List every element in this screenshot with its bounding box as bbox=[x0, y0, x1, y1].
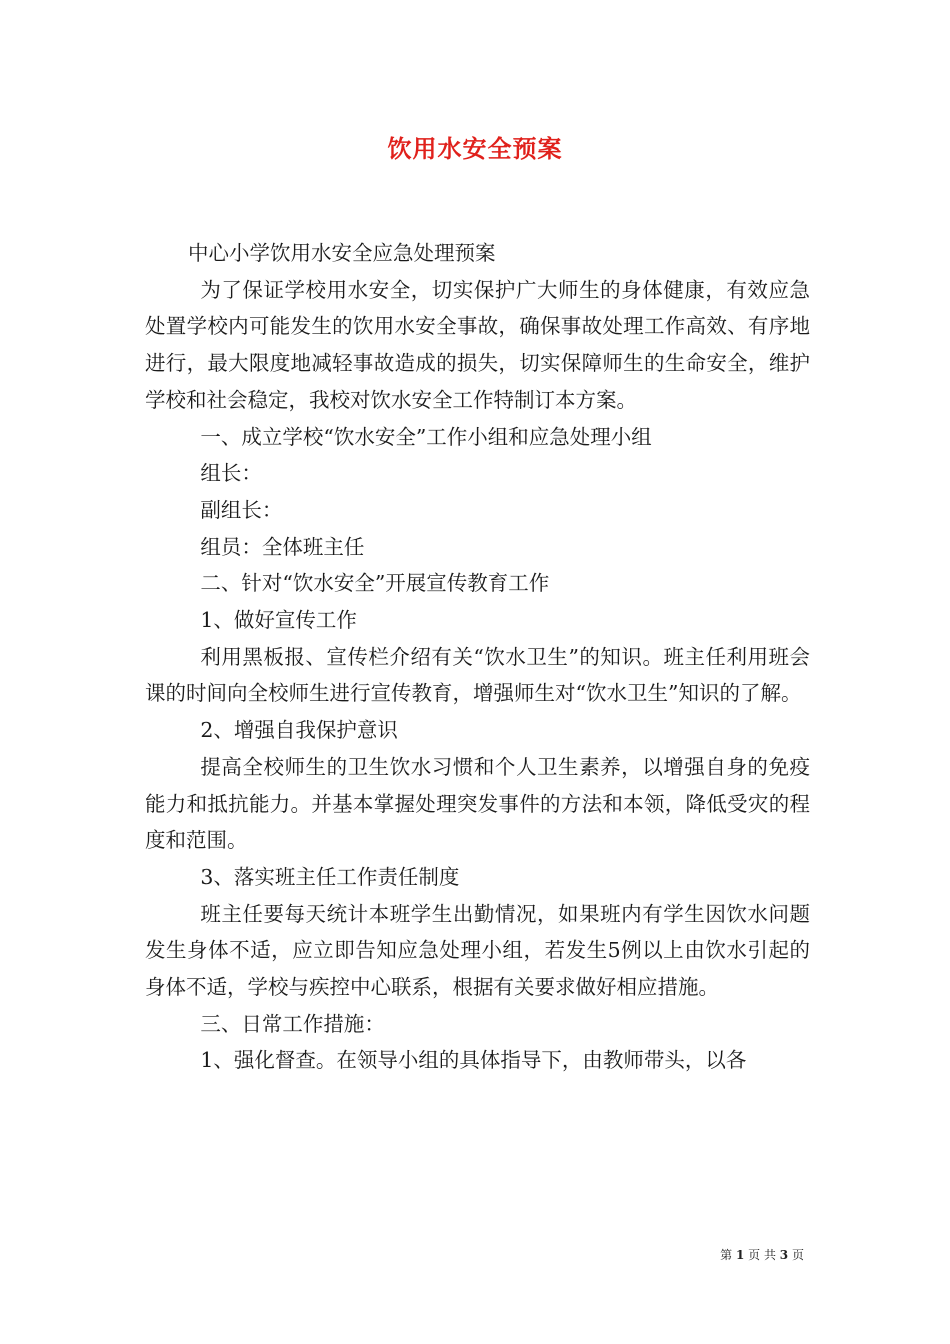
section-heading: 三、日常工作措施： bbox=[200, 1011, 385, 1036]
subtitle-paragraph: 中心小学饮用水安全应急处理预案 bbox=[188, 241, 496, 265]
body-paragraph: 1、强化督查。在领导小组的具体指导下，由教师带头，以各 bbox=[200, 1048, 747, 1073]
document-body bbox=[145, 235, 810, 1079]
body-paragraph: 班主任要每天统计本班学生出勤情况，如果班内有学生因饮水问题发生身体不适，应立即告知应急处理小组，若发生5例以上由饮水引起的身体不适，学校与疾控中心联系，根据有关要求做好相应措施。 bbox=[145, 901, 810, 1000]
section-heading: 二、针对“饮水安全”开展宣传教育工作 bbox=[200, 571, 550, 596]
page-suffix: 页 bbox=[791, 1248, 804, 1262]
page-prefix: 第 bbox=[720, 1248, 733, 1262]
page-middle: 页 共 bbox=[748, 1248, 776, 1262]
body-paragraph: 利用黑板报、宣传栏介绍有关“饮水卫生”的知识。班主任利用班会课的时间向全校师生进行宣传教育，增强师生对“饮水卫生”知识的了解。 bbox=[145, 644, 810, 706]
body-paragraph: 提高全校师生的卫生饮水习惯和个人卫生素养，以增强自身的免疫能力和抵抗能力。并基本掌握处理突发事件的方法和本领，降低受灾的程度和范围。 bbox=[145, 754, 810, 853]
body-paragraph: 组员：全体班主任 bbox=[200, 534, 365, 559]
page-current: 1 bbox=[735, 1248, 745, 1262]
section-heading: 一、成立学校“饮水安全”工作小组和应急处理小组 bbox=[200, 424, 652, 449]
body-paragraph: 副组长： bbox=[200, 497, 283, 522]
page-total: 3 bbox=[779, 1248, 789, 1262]
subsection-heading: 2、增强自我保护意识 bbox=[200, 718, 398, 743]
subsection-heading: 3、落实班主任工作责任制度 bbox=[200, 864, 460, 889]
body-paragraph: 组长： bbox=[200, 461, 262, 486]
subsection-heading: 1、做好宣传工作 bbox=[200, 608, 357, 633]
body-paragraph: 为了保证学校用水安全，切实保护广大师生的身体健康，有效应急处置学校内可能发生的饮用水安全事故，确保事故处理工作高效、有序地进行，最大限度地减轻事故造成的损失，切实保障师生的生命安全，维护学校和社会稳定，我校对饮水安全工作特制订本方案。 bbox=[145, 277, 810, 412]
document-title: 饮用水安全预案 bbox=[387, 134, 563, 163]
page-number-footer bbox=[720, 1246, 804, 1263]
